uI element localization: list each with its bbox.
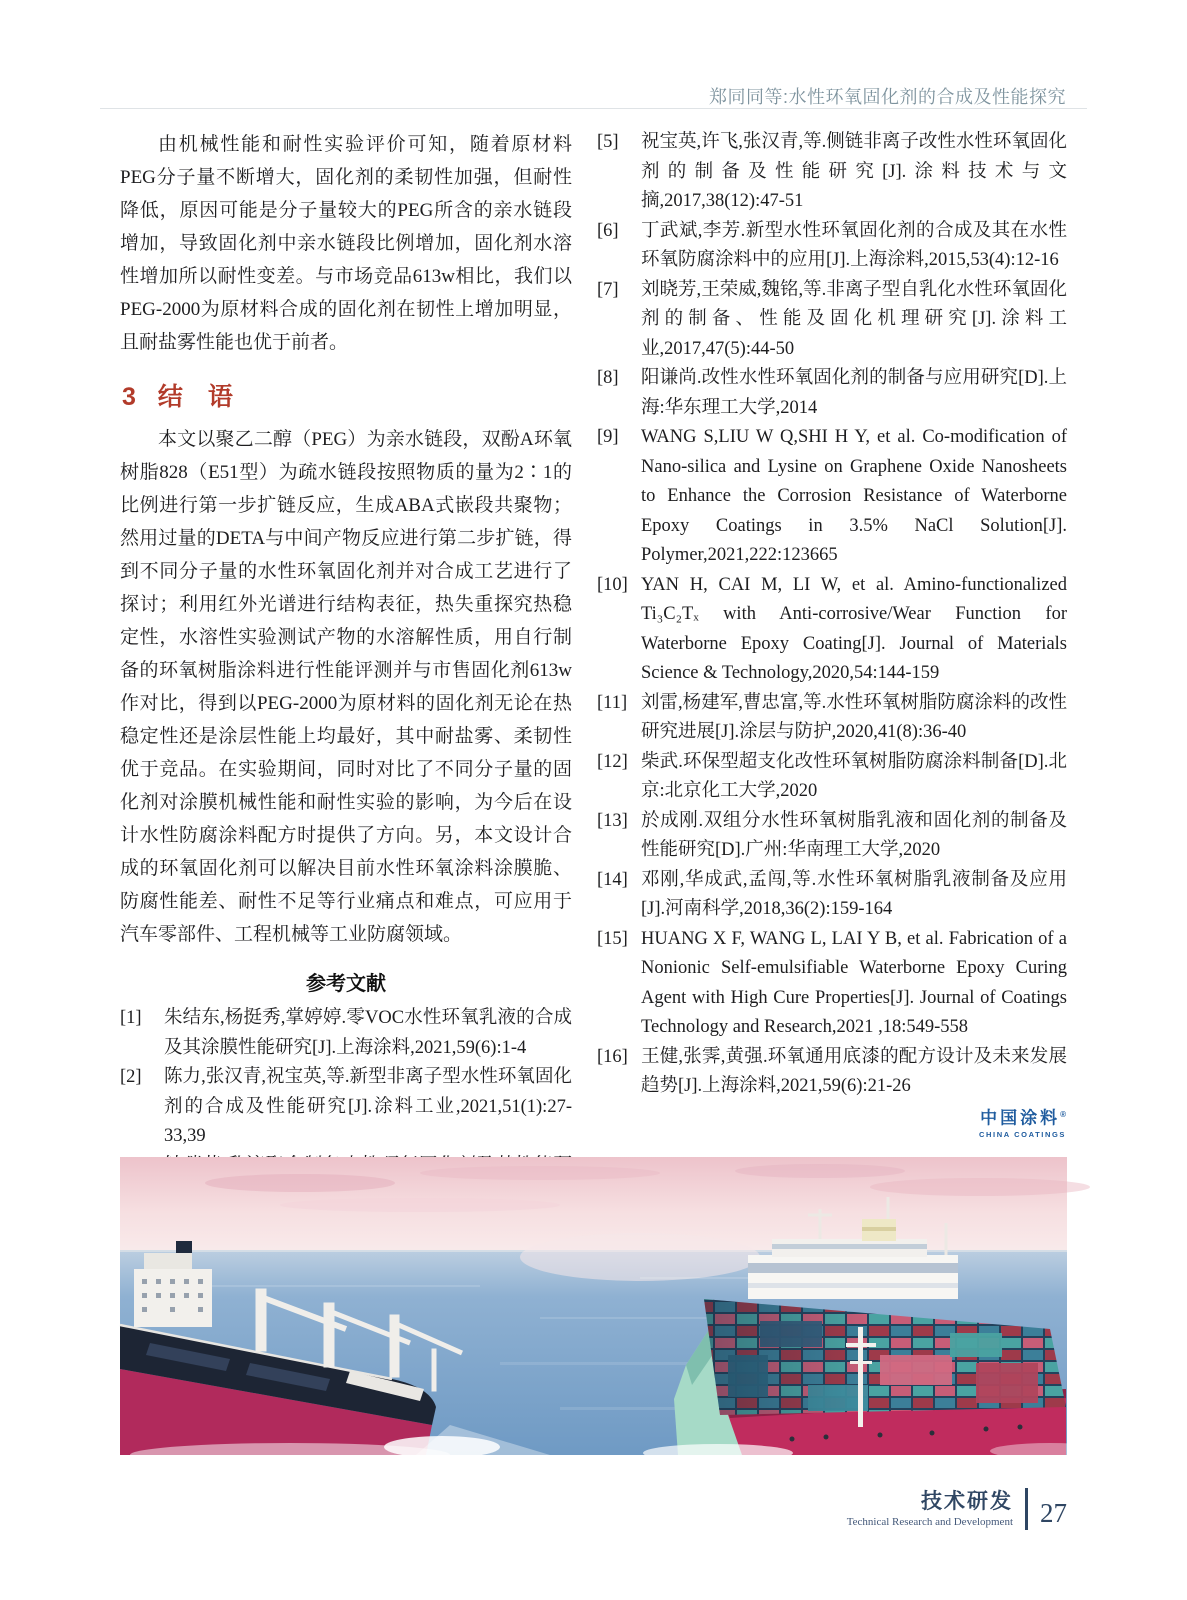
section-heading: [122, 377, 572, 413]
logo-registered-mark: ®: [1060, 1110, 1066, 1119]
reference-item: [597, 128, 1067, 217]
reference-id: [9]: [597, 427, 619, 447]
reference-text: 阳谦尚.改性水性环氧固化剂的制备与应用研究[D].上海:华东理工大学,2014: [641, 368, 1067, 418]
reference-item: [597, 689, 1067, 748]
reference-id: [1]: [120, 1008, 142, 1028]
footer-divider-bar: [1025, 1488, 1028, 1530]
footer-section-title-cn: 技术研发: [921, 1489, 1013, 1513]
reference-item: [597, 217, 1067, 276]
reference-text: 柴武.环保型超支化改性环氧树脂防腐涂料制备[D].北京:北京化工大学,2020: [641, 751, 1067, 801]
ships-photo-illustration: [120, 1157, 1067, 1455]
reference-id: [13]: [597, 810, 628, 831]
reference-id: [11]: [597, 692, 628, 713]
reference-item: [597, 866, 1067, 925]
logo-name-cn: 中国涂料®: [980, 1108, 1066, 1128]
paragraph: 由机械性能和耐性实验评价可知，随着原材料PEG分子量不断增大，固化剂的柔韧性加强，但耐性降低，原因可能是分子量较大的PEG所含的亲水链段增加，导致固化剂中亲水链段比例增加，固化剂水溶性增加所以耐性变差。与市场竞品613w相比，我们以PEG-2000为原材料合成的固化剂在韧性上增加明显，且耐盐雾性能也优于前者。: [120, 134, 572, 353]
reference-id: [15]: [597, 928, 628, 949]
text-columns: [120, 128, 1067, 1146]
logo-name-en: CHINA COATINGS: [979, 1129, 1066, 1139]
reference-text: 王健,张霁,黄强.环氧通用底漆的配方设计及未来发展趋势[J].上海涂料,2021,59(6):21-26: [641, 1046, 1067, 1096]
reference-text: 祝宝英,许飞,张汉青,等.侧链非离子改性水性环氧固化剂的制备及性能研究[J].涂料技术与文摘,2017,38(12):47-51: [641, 132, 1067, 211]
left-column: [120, 128, 572, 1146]
footer-section: [847, 1491, 1013, 1528]
reference-item: [597, 276, 1067, 365]
reference-item: [597, 423, 1067, 571]
references-heading: 参考文献: [306, 973, 386, 995]
right-column: [597, 128, 1067, 1140]
reference-id: [7]: [597, 279, 619, 300]
ships-photo: [120, 1157, 1067, 1455]
reference-id: [6]: [597, 220, 619, 241]
page-number: 27: [1040, 1497, 1067, 1528]
reference-text: WANG S,LIU W Q,SHI H Y, et al. Co-modification of Nano-silica and Lysine on Graphene Oxide Nanosheets to Enhance the Corrosion Resistance of Waterborne Epoxy Coatings in 3.5% NaCl Solution[J]. Polymer,2021,222:123665: [641, 427, 1067, 565]
section-title: 结 语: [157, 383, 233, 411]
reference-id: [8]: [597, 368, 619, 388]
reference-text: 於成刚.双组分水性环氧树脂乳液和固化剂的制备及性能研究[D].广州:华南理工大学,2020: [641, 810, 1067, 860]
page-footer: [847, 1488, 1067, 1530]
reference-text: HUANG X F, WANG L, LAI Y B, et al. Fabrication of a Nonionic Self-emulsifiable Waterborne Epoxy Curing Agent with High Cure Properties[J]. Journal of Coatings Technology and Research,2021 ,18:549-558: [641, 928, 1067, 1037]
reference-item: [597, 571, 1067, 689]
reference-text: YAN H, CAI M, LI W, et al. Amino-functionalized Ti₃C₂Tₓ with Anti-corrosive/Wear Function for Waterborne Epoxy Coating[J]. Journal of Materials Science & Technology,2020,54:144-159: [641, 574, 1067, 683]
footer-section-title-en: Technical Research and Development: [846, 1515, 1013, 1528]
reference-text: 刘晓芳,王荣威,魏铭,等.非离子型自乳化水性环氧固化剂的制备、性能及固化机理研究[J].涂料工业,2017,47(5):44-50: [641, 279, 1067, 359]
reference-item: [597, 1043, 1067, 1102]
reference-id: [2]: [120, 1067, 142, 1087]
reference-item: [597, 748, 1067, 807]
reference-item: [597, 925, 1067, 1043]
paragraph: 本文以聚乙二醇（PEG）为亲水链段，双酚A环氧树脂828（E51型）为疏水链段按照物质的量为2∶1的比例进行第一步扩链反应，生成ABA式嵌段共聚物；然用过量的DETA与中间产物反应进行第二步扩链，得到不同分子量的水性环氧固化剂并对合成工艺进行了探讨；利用红外光谱进行结构表征，热失重探究热稳定性，水溶性实验测试产物的水溶解性质，用自行制备的环氧树脂涂料进行性能评测并与市售固化剂613w作对比，得到以PEG-2000为原材料的固化剂无论在热稳定性还是涂层性能上均最好，其中耐盐雾、柔韧性优于竞品。在实验期间，同时对比了不同分子量的固化剂对涂膜机械性能和耐性实验的影响，为今后在设计水性防腐涂料配方时提供了方向。另，本文设计合成的环氧固化剂可以解决目前水性环氧涂料涂膜脆、防腐性能差、耐性不足等行业痛点和难点，可应用于汽车零部件、工程机械等工业防腐领域。: [120, 429, 572, 945]
section-number: 3: [122, 383, 136, 411]
reference-item: [120, 1004, 572, 1063]
reference-text: 丁武斌,李芳.新型水性环氧固化剂的合成及其在水性环氧防腐涂料中的应用[J].上海涂料,2015,53(4):12-16: [641, 220, 1067, 270]
reference-text: 陈力,张汉青,祝宝英,等.新型非离子型水性环氧固化剂的合成及性能研究[J].涂料工业,2021,51(1):27-33,39: [164, 1067, 572, 1146]
header-divider: [100, 108, 1087, 109]
reference-item: [597, 807, 1067, 866]
reference-text: 朱结东,杨挺秀,掌婷婷.零VOC水性环氧乳液的合成及其涂膜性能研究[J].上海涂料,2021,59(6):1-4: [164, 1008, 572, 1058]
reference-text: 邓刚,华成武,孟闯,等.水性环氧树脂乳液制备及应用[J].河南科学,2018,36(2):159-164: [641, 869, 1067, 919]
reference-text: 刘雷,杨建军,曹忠富,等.水性环氧树脂防腐涂料的改性研究进展[J].涂层与防护,2020,41(8):36-40: [641, 692, 1067, 742]
china-coatings-logo: [979, 1106, 1066, 1139]
reference-id: [12]: [597, 751, 628, 772]
reference-id: [10]: [597, 574, 628, 595]
running-title: 郑同同等:水性环氧固化剂的合成及性能探究: [709, 87, 1066, 107]
reference-item: [597, 364, 1067, 423]
reference-id: [14]: [597, 869, 628, 890]
reference-id: [16]: [597, 1046, 628, 1067]
reference-id: [5]: [597, 132, 619, 152]
reference-item: [120, 1063, 572, 1152]
